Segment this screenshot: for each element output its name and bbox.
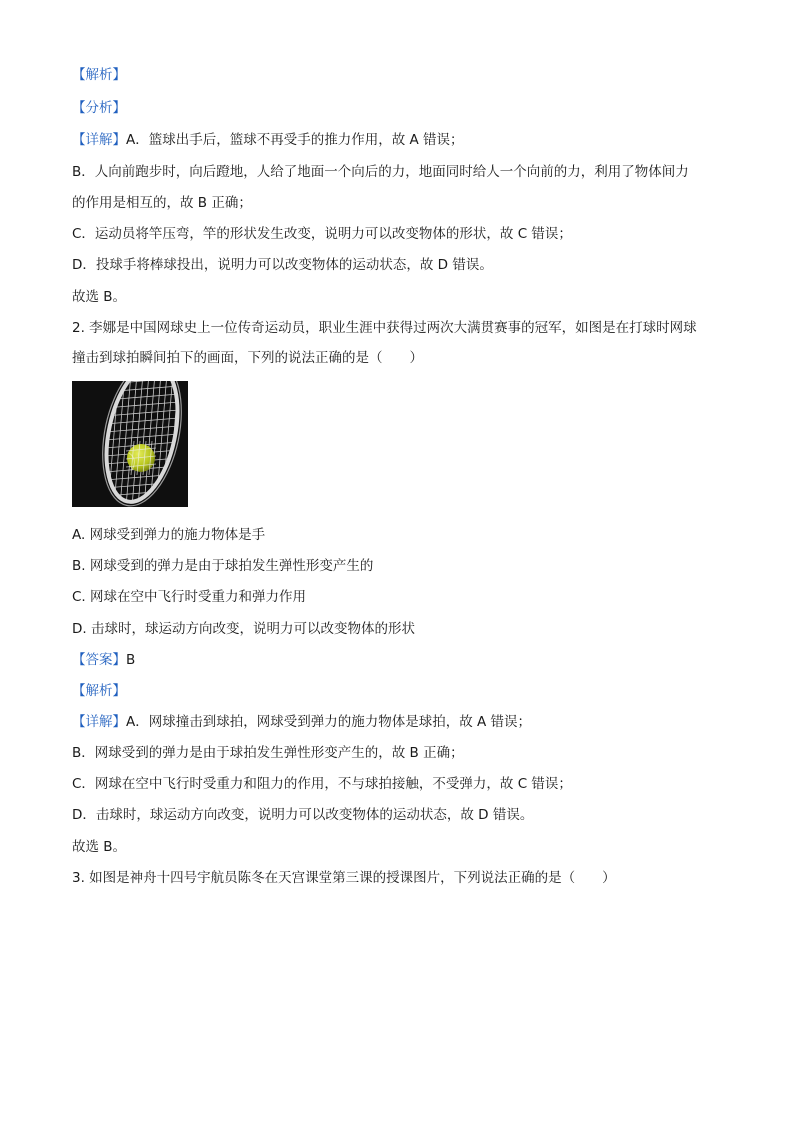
- q1-explain-b-line2: 的作用是相互的，故 B 正确；: [72, 195, 252, 211]
- q1-explain-c: C．运动员将竿压弯，竿的形状发生改变，说明力可以改变物体的形状，故 C 错误；: [72, 226, 572, 242]
- q1-explain-b-line1: B．人向前跑步时，向后蹬地，人给了地面一个向后的力，地面同时给人一个向前的力，利用了物体间力: [72, 164, 689, 180]
- section-tag-jiexi: 【解析】: [72, 67, 126, 83]
- q2-explain-b: B．网球受到的弹力是由于球拍发生弹性形变产生的，故 B 正确；: [72, 745, 464, 761]
- q2-explain-a-text: A．网球撞击到球拍，网球受到弹力的施力物体是球拍，故 A 错误；: [126, 714, 532, 730]
- q2-answer-value: B: [126, 652, 136, 668]
- section-tag-jiexi-2: 【解析】: [72, 683, 126, 699]
- section-tag-xiangjie-2: 【详解】: [72, 714, 126, 730]
- q2-answer: [72, 651, 135, 669]
- section-tag-xiangjie: 【详解】: [72, 132, 126, 148]
- q2-option-d: D. 击球时，球运动方向改变，说明力可以改变物体的形状: [72, 621, 415, 637]
- q2-stem-line1: 2. 李娜是中国网球史上一位传奇运动员，职业生涯中获得过两次大满贯赛事的冠军，如图是在打球时网球: [72, 320, 697, 336]
- q2-stem-line2: 撞击到球拍瞬间拍下的画面，下列的说法正确的是（ ）: [72, 350, 423, 366]
- section-tag-daan: 【答案】: [72, 652, 126, 668]
- q3-stem: 3. 如图是神舟十四号宇航员陈冬在天宫课堂第三课的授课图片，下列说法正确的是（ ）: [72, 870, 616, 886]
- q2-option-b: B. 网球受到的弹力是由于球拍发生弹性形变产生的: [72, 558, 374, 574]
- q2-conclusion: 故选 B。: [72, 839, 127, 855]
- q2-option-c: C. 网球在空中飞行时受重力和弹力作用: [72, 589, 307, 605]
- q2-option-a: A. 网球受到弹力的施力物体是手: [72, 527, 266, 543]
- q1-explain-d: D．投球手将棒球投出，说明力可以改变物体的运动状态，故 D 错误。: [72, 257, 493, 273]
- q2-explain-d: D．击球时，球运动方向改变，说明力可以改变物体的运动状态，故 D 错误。: [72, 807, 534, 823]
- q1-explain-a-text: A．篮球出手后，篮球不再受手的推力作用，故 A 错误；: [126, 132, 464, 148]
- q2-explain-c: C．网球在空中飞行时受重力和阻力的作用，不与球拍接触，不受弹力，故 C 错误；: [72, 776, 572, 792]
- q2-explain-a: [72, 713, 531, 731]
- section-tag-fenxi: 【分析】: [72, 100, 126, 116]
- q1-explain-a: [72, 131, 464, 149]
- tennis-racket-photo: [72, 381, 188, 507]
- tennis-racket-illustration: [72, 381, 188, 507]
- q1-conclusion: 故选 B。: [72, 289, 127, 305]
